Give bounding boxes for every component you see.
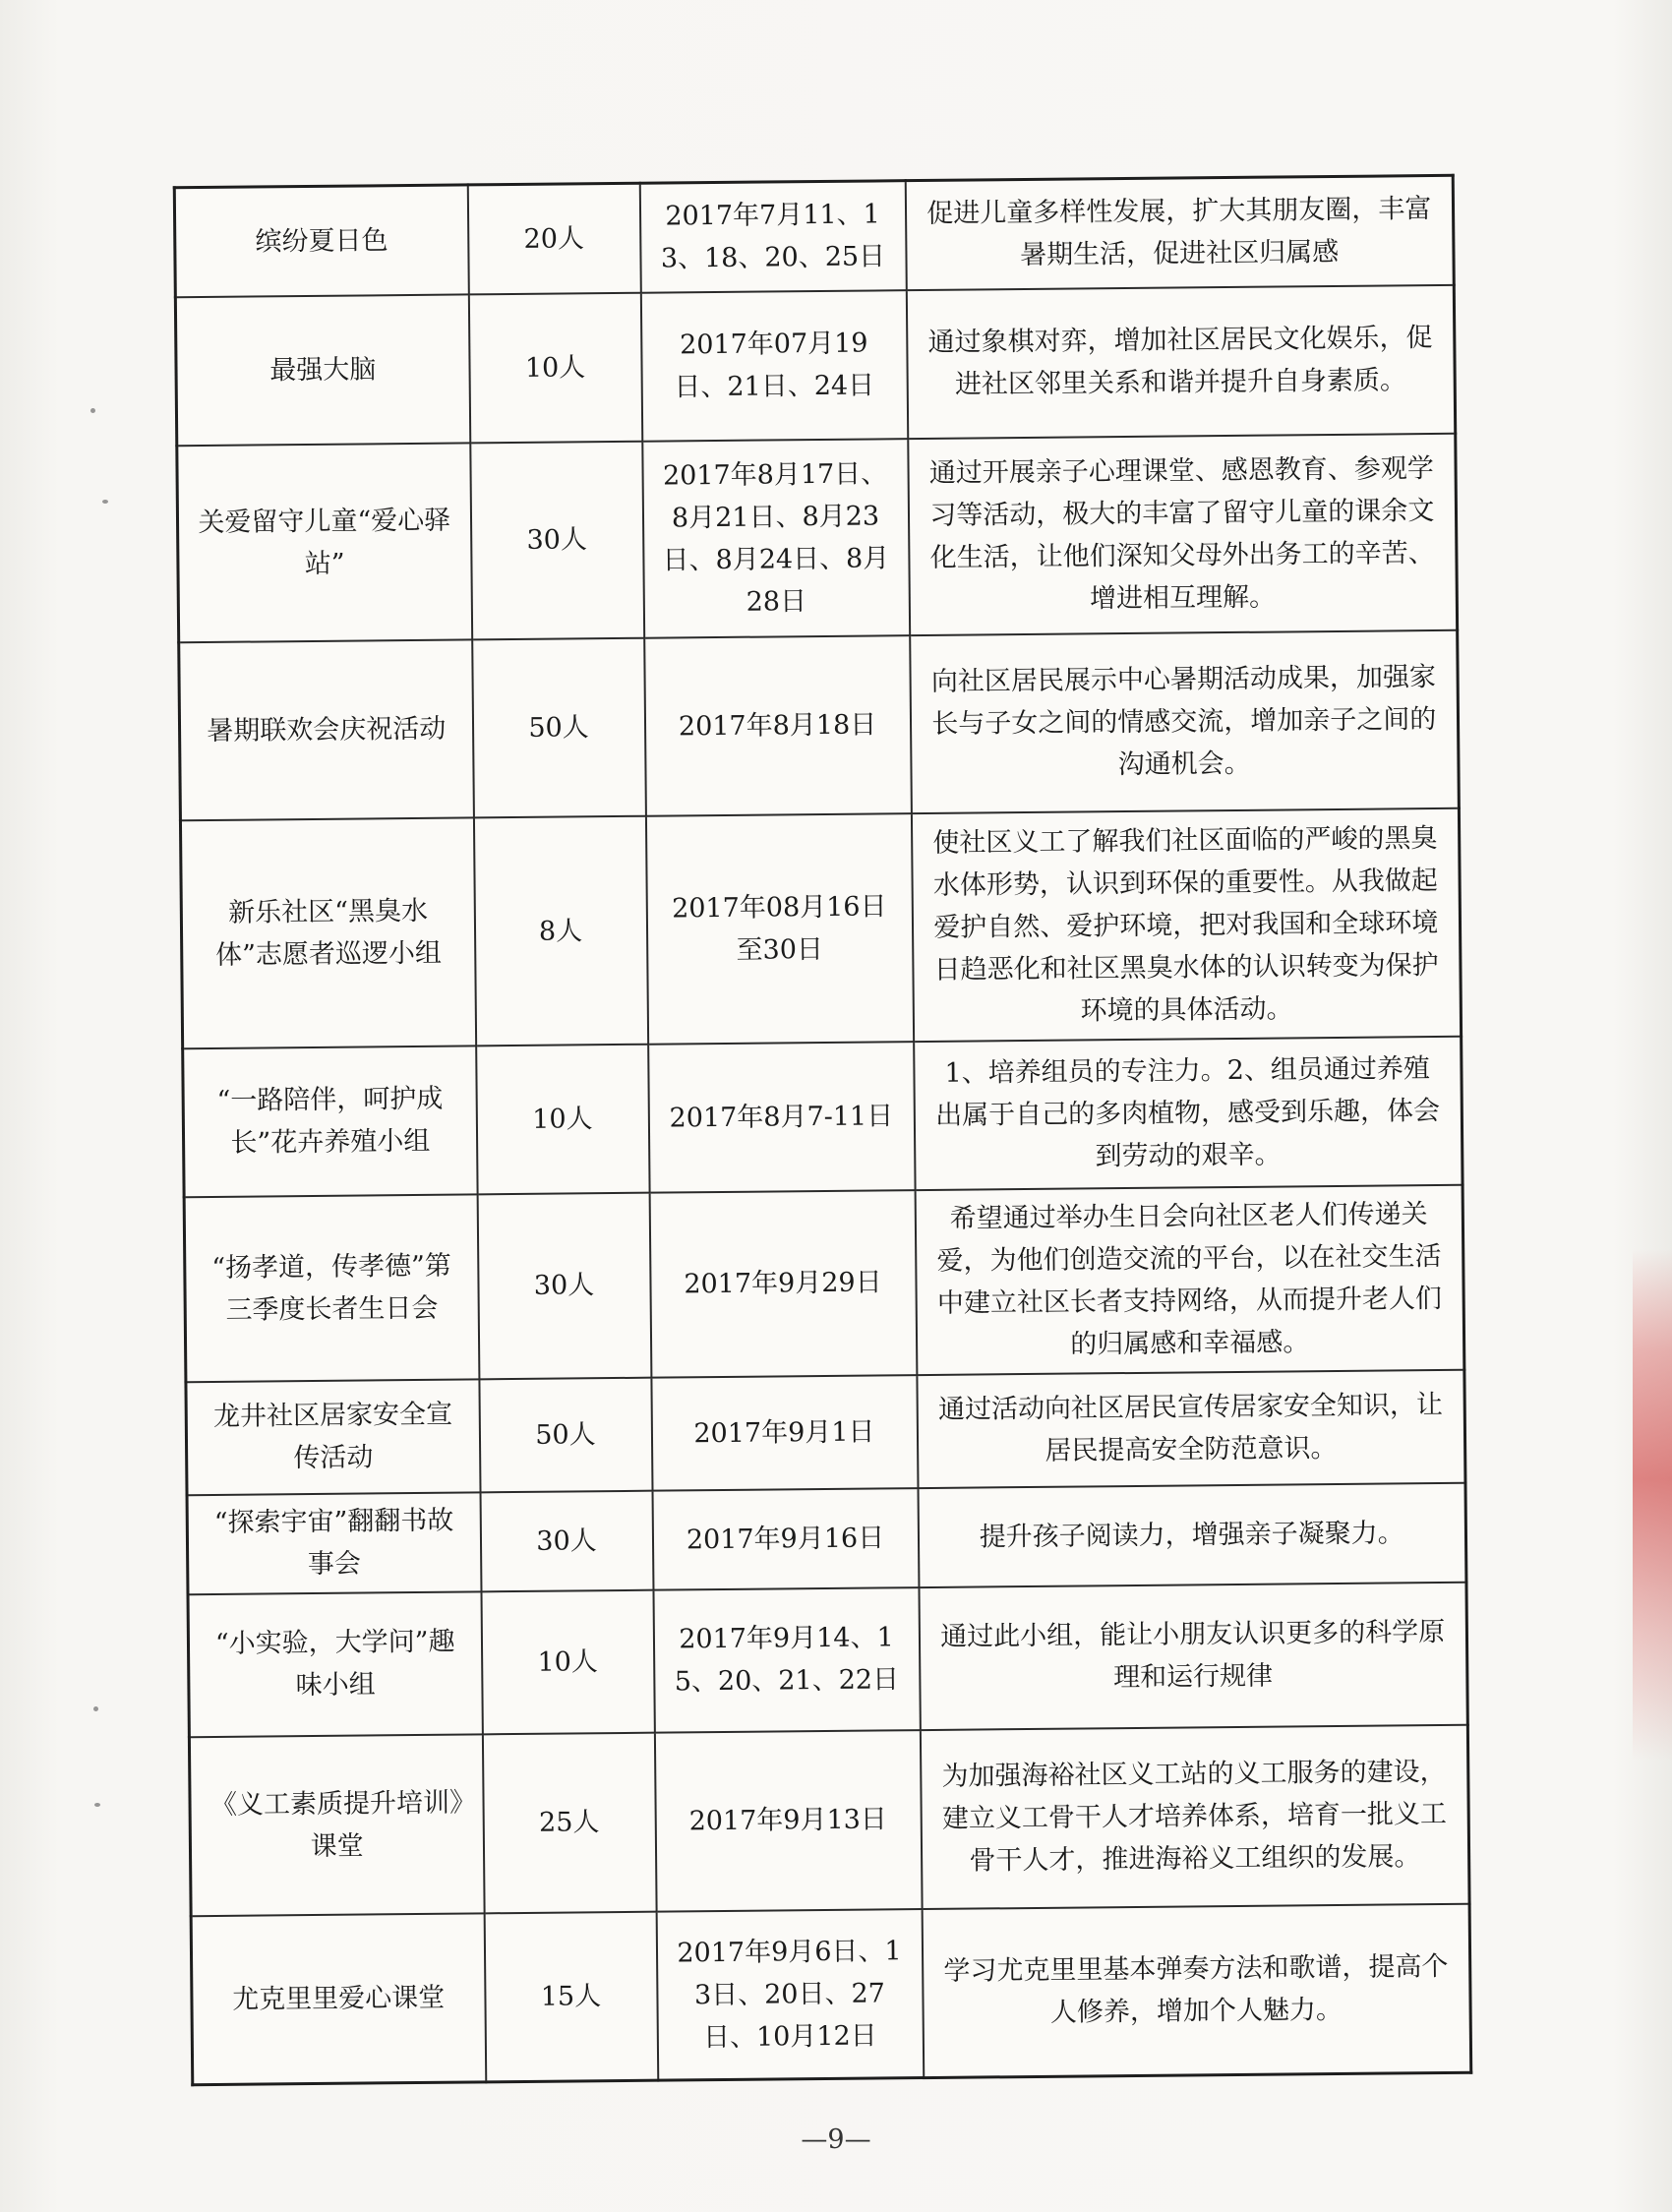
participants-cell: 10人	[476, 1044, 649, 1194]
date-cell: 2017年9月1日	[651, 1375, 918, 1491]
purpose-cell: 促进儿童多样性发展，扩大其朋友圈，丰富暑期生活，促进社区归属感	[905, 175, 1454, 289]
purpose-cell: 通过此小组，能让小朋友认识更多的科学原理和运行规律	[919, 1583, 1467, 1731]
table-row	[179, 630, 1460, 821]
date-cell: 2017年7月11、13、18、20、25日	[639, 181, 906, 293]
table-row	[174, 175, 1454, 297]
table-row	[184, 1185, 1464, 1382]
activity-table	[173, 174, 1472, 2086]
table-row	[175, 284, 1455, 446]
date-cell: 2017年08月16日至30日	[645, 814, 913, 1045]
activity-name-cell: 新乐社区“黑臭水体”志愿者巡逻小组	[180, 818, 475, 1048]
date-cell: 2017年8月17日、8月21日、8月23日、8月24日、8月28日	[642, 439, 910, 637]
participants-cell: 25人	[482, 1733, 656, 1913]
purpose-cell: 学习尤克里里基本弹奏方法和歌谱，提高个人修养，增加个人魅力。	[922, 1904, 1471, 2078]
table-row	[186, 1370, 1465, 1496]
purpose-cell: 使社区义工了解我们社区面临的严峻的黑臭水体形势，认识到环保的重要性。从我做起爱护自然、爱护环境，把对我国和全球环境日趋恶化和社区黑臭水体的认识转变为保护环境的具体活动。	[911, 808, 1461, 1041]
activity-name-cell: “探索宇宙”翻翻书故事会	[187, 1492, 481, 1594]
table-row	[189, 1725, 1469, 1916]
date-cell: 2017年9月14、15、20、21、22日	[653, 1587, 920, 1733]
purpose-cell: 希望通过举办生日会向社区老人们传递关爱，为他们创造交流的平台，以在社交生活中建立社区长者支持网络，从而提升老人们的归属感和幸福感。	[915, 1185, 1464, 1375]
purpose-cell: 提升孩子阅读力，增强亲子凝聚力。	[918, 1483, 1466, 1587]
activity-name-cell: “一路陪伴，呵护成长”花卉养殖小组	[183, 1046, 477, 1197]
date-cell: 2017年9月6日、13日、20日、27日、10月12日	[656, 1909, 924, 2080]
scan-speck	[93, 1706, 98, 1711]
participants-cell: 10人	[481, 1589, 654, 1734]
scan-speck	[102, 500, 108, 504]
scan-speck	[94, 1803, 100, 1807]
participants-cell: 30人	[477, 1193, 651, 1379]
date-cell: 2017年07月19日、21日、24日	[640, 290, 907, 442]
participants-cell: 10人	[468, 292, 641, 443]
purpose-cell: 1、培养组员的专注力。2、组员通过养殖出属于自己的多肉植物，感受到乐趣，体会到劳动的艰辛。	[914, 1036, 1463, 1190]
table-row	[183, 1036, 1463, 1197]
date-cell: 2017年9月13日	[654, 1730, 922, 1911]
participants-cell: 50人	[472, 638, 646, 818]
activity-name-cell: 最强大脑	[175, 294, 469, 446]
participants-cell: 30人	[480, 1491, 653, 1592]
participants-cell: 15人	[484, 1911, 658, 2081]
table-row	[188, 1583, 1467, 1738]
table-row	[187, 1483, 1466, 1594]
date-cell: 2017年9月29日	[649, 1190, 917, 1377]
activity-name-cell: “扬孝道，传孝德”第三季度长者生日会	[184, 1194, 479, 1382]
date-cell: 2017年8月18日	[644, 635, 912, 816]
activity-name-cell: “小实验，大学问”趣味小组	[188, 1591, 482, 1737]
activity-name-cell: 尤克里里爱心课堂	[191, 1913, 486, 2085]
date-cell: 2017年9月16日	[652, 1488, 919, 1590]
table-row	[180, 808, 1461, 1048]
table-row	[191, 1904, 1471, 2085]
activity-table-body	[174, 175, 1470, 2084]
purpose-cell: 通过开展亲子心理课堂、感恩教育、参观学习等活动，极大的丰富了留守儿童的课余文化生活，让他们深知父母外出务工的辛苦、增进相互理解。	[908, 434, 1458, 635]
activity-name-cell: 暑期联欢会庆祝活动	[179, 639, 474, 821]
purpose-cell: 向社区居民展示中心暑期活动成果，加强家长与子女之间的情感交流，增加亲子之间的沟通机会。	[910, 630, 1460, 814]
purpose-cell: 为加强海裕社区义工站的义工服务的建设，建立义工骨干人才培养体系，培育一批义工骨干人才，推进海裕义工组织的发展。	[920, 1725, 1469, 1909]
participants-cell: 8人	[473, 816, 647, 1046]
activity-name-cell: 龙井社区居家安全宣传活动	[186, 1379, 480, 1495]
activity-name-cell: 关爱留守儿童“爱心驿站”	[177, 443, 472, 642]
activity-name-cell: 《义工素质提升培训》课堂	[189, 1734, 484, 1916]
red-seal-fragment	[1633, 1249, 1672, 1761]
date-cell: 2017年8月7-11日	[648, 1042, 915, 1193]
purpose-cell: 通过象棋对弈，增加社区居民文化娱乐，促进社区邻里关系和谐并提升自身素质。	[906, 284, 1455, 439]
table-row	[177, 434, 1458, 642]
participants-cell: 50人	[479, 1377, 652, 1492]
participants-cell: 20人	[467, 183, 640, 294]
page-number: —9—	[801, 2124, 871, 2155]
purpose-cell: 通过活动向社区居民宣传居家安全知识，让居民提高安全防范意识。	[917, 1370, 1465, 1488]
participants-cell: 30人	[470, 442, 644, 640]
scan-speck	[90, 408, 95, 413]
activity-name-cell: 缤纷夏日色	[174, 185, 468, 297]
